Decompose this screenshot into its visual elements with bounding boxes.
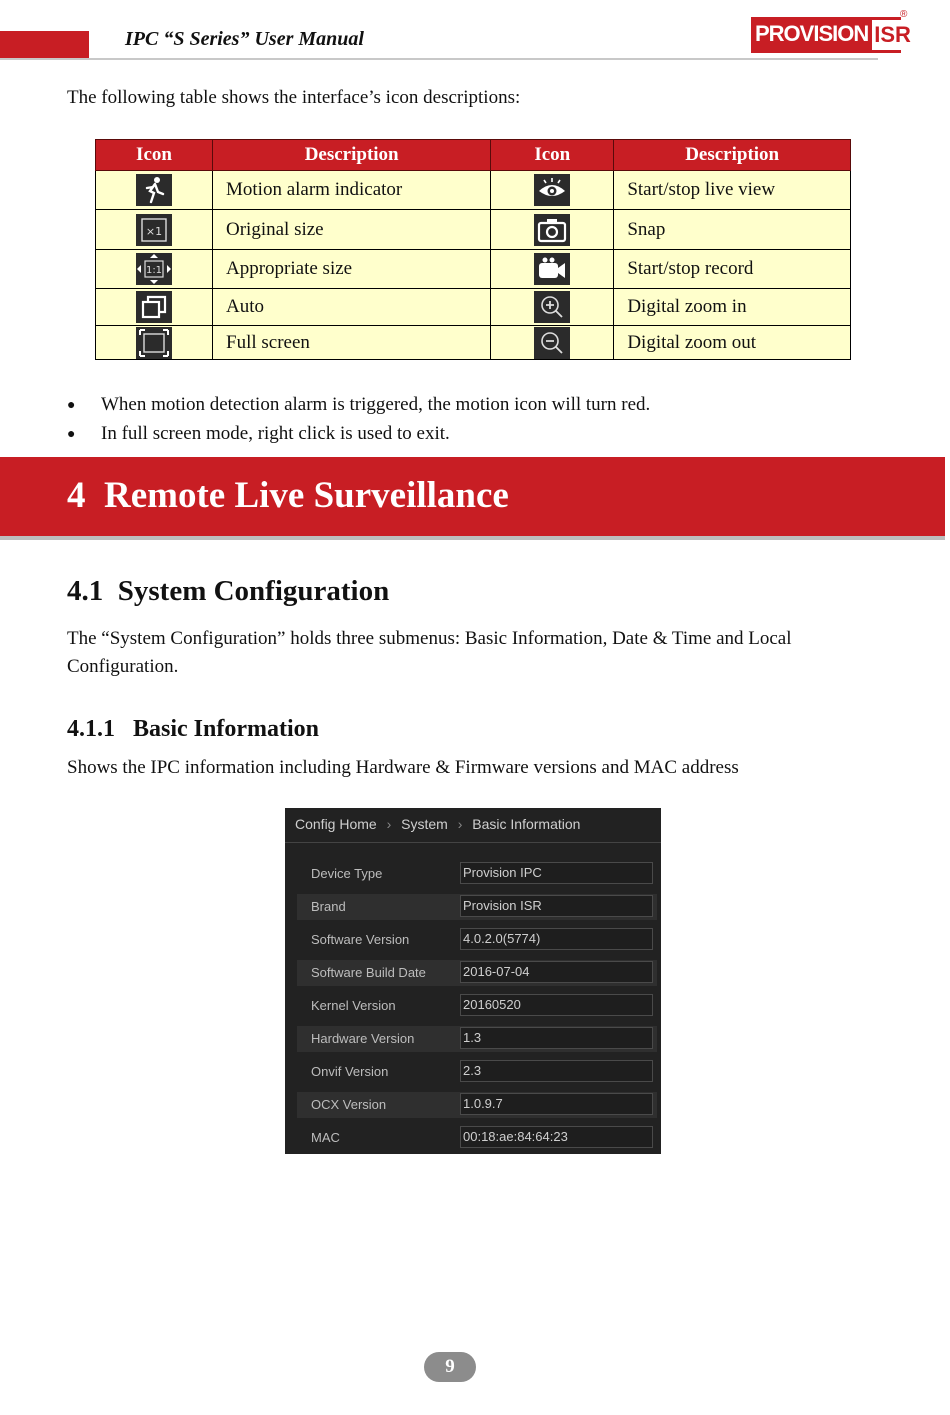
zoom-out-icon (534, 327, 570, 359)
info-label: MAC (311, 1130, 340, 1145)
page-number: 9 (424, 1352, 476, 1382)
breadcrumb-basic-information: Basic Information (472, 816, 581, 832)
table-cell: Digital zoom out (614, 326, 851, 360)
logo-isr-text: ISR (872, 20, 913, 50)
header-description-1: Description (213, 140, 491, 171)
bullet-item: In full screen mode, right click is used to exit. (101, 423, 450, 444)
table-cell: Appropriate size (213, 250, 491, 289)
auto-icon (136, 291, 172, 323)
subsection-title: Basic Information (133, 716, 319, 742)
icon-description-table (95, 139, 851, 360)
info-row-ocx-version (297, 1092, 657, 1118)
eye-icon (534, 174, 570, 206)
info-value-field: 2016-07-04 (460, 961, 653, 983)
info-label: Software Version (311, 932, 410, 947)
table-cell: Auto (213, 289, 491, 326)
info-row-onvif-version (297, 1059, 657, 1085)
info-value-field: Provision IPC (460, 862, 653, 884)
info-row-software-build-date (297, 960, 657, 986)
info-row-device-type (297, 861, 657, 887)
table-cell: Snap (614, 210, 851, 250)
header-title: IPC “S Series” User Manual (125, 28, 364, 50)
zoom-in-icon (534, 291, 570, 323)
section-number: 4.1 (67, 575, 104, 607)
provision-isr-logo (751, 17, 911, 53)
intro-text: The following table shows the interface’s icon descriptions: (67, 87, 521, 108)
table-row (96, 250, 851, 289)
info-value-field: 1.0.9.7 (460, 1093, 653, 1115)
table-cell: Start/stop record (614, 250, 851, 289)
info-value-field: Provision ISR (460, 895, 653, 917)
table-row (96, 289, 851, 326)
info-value-field: 20160520 (460, 994, 653, 1016)
record-icon (534, 253, 570, 285)
info-value-field: 2.3 (460, 1060, 653, 1082)
full-screen-icon (136, 327, 172, 359)
svg-text:×1: ×1 (145, 224, 163, 238)
chapter-banner-shadow (0, 536, 945, 540)
table-cell: Digital zoom in (614, 289, 851, 326)
table-cell: Start/stop live view (614, 171, 851, 210)
info-row-mac (297, 1125, 657, 1151)
breadcrumb-separator: › (386, 816, 392, 832)
section-body-line-2: Configuration. (67, 656, 179, 677)
header-accent-bar (0, 31, 89, 59)
table-cell: Original size (213, 210, 491, 250)
info-label: Onvif Version (311, 1064, 389, 1079)
section-title: System Configuration (117, 575, 390, 607)
info-value-field: 1.3 (460, 1027, 653, 1049)
info-row-brand (297, 894, 657, 920)
chapter-title: Remote Live Surveillance (104, 475, 509, 516)
table-cell: Full screen (213, 326, 491, 360)
info-label: Software Build Date (311, 965, 426, 980)
table-header-row (96, 140, 851, 171)
registered-mark: ® (900, 9, 908, 20)
breadcrumb-system[interactable]: System (401, 816, 448, 832)
section-heading (67, 575, 389, 608)
camera-snap-icon (534, 214, 570, 246)
svg-text:1:1: 1:1 (145, 265, 163, 276)
info-label: OCX Version (311, 1097, 387, 1112)
chapter-number: 4 (67, 475, 86, 516)
appropriate-size-icon (136, 253, 172, 285)
header-icon-1: Icon (96, 140, 213, 171)
logo-text: PROVISION (751, 17, 872, 53)
breadcrumb-separator: › (457, 816, 463, 832)
info-row-hardware-version (297, 1026, 657, 1052)
basic-information-screenshot (285, 808, 661, 1154)
bullet-icon: ● (67, 427, 76, 442)
section-body-line-1: The “System Configuration” holds three submenus: Basic Information, Date & Time and Local (67, 628, 792, 649)
subsection-body: Shows the IPC information including Hardware & Firmware versions and MAC address (67, 757, 739, 778)
original-size-icon (136, 214, 172, 246)
table-row (96, 326, 851, 360)
header-icon-2: Icon (491, 140, 614, 171)
motion-alarm-icon (136, 174, 172, 206)
info-label: Hardware Version (311, 1031, 415, 1046)
table-row (96, 210, 851, 250)
subsection-number: 4.1.1 (67, 716, 115, 742)
info-label: Kernel Version (311, 998, 396, 1013)
table-cell: Motion alarm indicator (213, 171, 491, 210)
subsection-heading (67, 716, 319, 743)
breadcrumb (295, 816, 580, 832)
info-row-kernel-version (297, 993, 657, 1019)
info-row-software-version (297, 927, 657, 953)
table-row (96, 171, 851, 210)
bullet-icon: ● (67, 398, 76, 413)
breadcrumb-config-home[interactable]: Config Home (295, 816, 377, 832)
header-description-2: Description (614, 140, 851, 171)
info-label: Brand (311, 899, 346, 914)
info-label: Device Type (311, 866, 383, 881)
breadcrumb-divider (285, 842, 661, 843)
info-value-field: 4.0.2.0(5774) (460, 928, 653, 950)
info-value-field: 00:18:ae:84:64:23 (460, 1126, 653, 1148)
chapter-heading (67, 474, 509, 517)
bullet-item: When motion detection alarm is triggered, the motion icon will turn red. (101, 394, 651, 415)
header-rule (0, 58, 878, 60)
